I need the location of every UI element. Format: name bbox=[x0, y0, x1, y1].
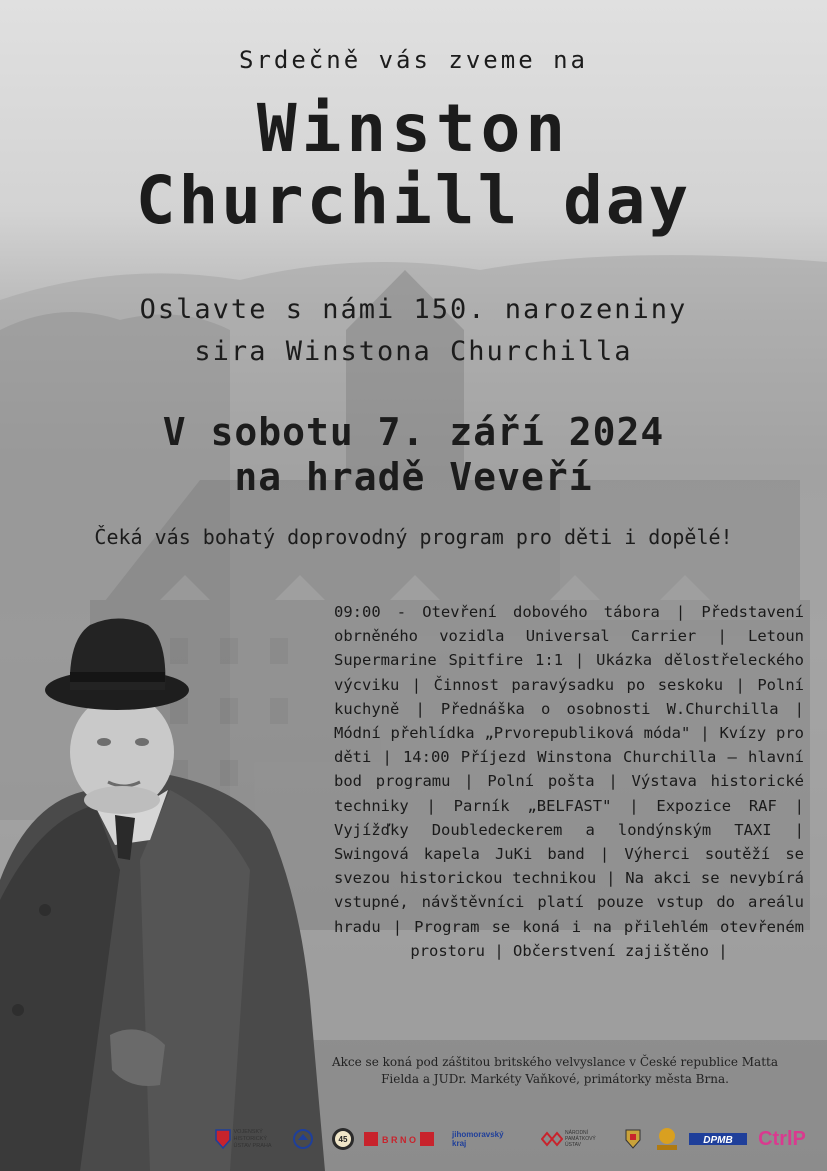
event-date: V sobotu 7. září 2024 bbox=[162, 410, 665, 454]
ministerstvo-obrany-logo bbox=[286, 1124, 320, 1154]
ctrlp-logo bbox=[754, 1124, 810, 1154]
program-tagline: Čeká vás bohatý doprovodný program pro děti i dopělé! bbox=[94, 525, 733, 549]
dpmb-logo bbox=[688, 1124, 748, 1154]
invite-line: Srdečně vás zveme na bbox=[239, 46, 588, 74]
badge-45-logo bbox=[330, 1124, 356, 1154]
sponsor-logos bbox=[214, 1124, 814, 1158]
jihomoravsky-kraj-logo: jihomoravský kraj bbox=[452, 1130, 504, 1148]
brno-text: B R N O bbox=[381, 1135, 417, 1145]
tatra-club-logo bbox=[652, 1124, 682, 1154]
title-line-1: Winston bbox=[256, 90, 571, 167]
brno-logo bbox=[364, 1124, 434, 1154]
ctrlp-text: CtrlP bbox=[758, 1127, 806, 1150]
dpmb-text: DPMB bbox=[703, 1135, 733, 1146]
narodni-pamatkovy-ustav-logo: NÁRODNÍ PAMÁTKOVÝ ÚSTAV bbox=[540, 1124, 600, 1154]
event-venue: na hradě Veveří bbox=[234, 455, 593, 499]
patronage-note: Akce se koná pod záštitou britského velvyslance v České republice Matta Fielda a JUDr. Markéty Vaňkové, primátorky města Brna. bbox=[331, 1055, 778, 1086]
program-schedule: 09:00 - Otevření dobového tábora | Představení obrněného vozidla Universal Carrier | Letoun Supermarine Spitfire 1:1 | Ukázka dělostřeleckého výcviku | Činnost paravýsadku po seskoku | Polní kuchyně | Přednáška o osobnosti W.Churchilla | Módní přehlídka „Prvorepubliková móda" | Kvízy pro děti | 14:00 Příjezd Winstona Churchilla – hlavní bod programu | Polní pošta | Výstava historické techniky | Parník „BELFAST" | Expozice RAF | Vyjížďky Doubledeckerem a londýnským TAXI | Swingová kapela JuKi band | Výherci soutěží se svezou historickou technikou | Na akci se nevybírá vstupné, návštěvníci platí pouze vstup do areálu hradu | Program se koná i na přilehlém otevřeném prostoru | Občerstvení zajištěno | bbox=[334, 603, 804, 960]
subtitle-line-2: sira Winstona Churchilla bbox=[194, 336, 633, 367]
title-line-2: Churchill day bbox=[135, 162, 692, 239]
badge-45-text: 45 bbox=[338, 1135, 348, 1144]
coat-of-arms-logo bbox=[622, 1124, 644, 1154]
subtitle-line-1: Oslavte s námi 150. narozeniny bbox=[139, 294, 688, 325]
vojensky-historicky-ustav-logo: VOJENSKÝ HISTORICKÝ ÚSTAV PRAHA bbox=[214, 1124, 280, 1154]
